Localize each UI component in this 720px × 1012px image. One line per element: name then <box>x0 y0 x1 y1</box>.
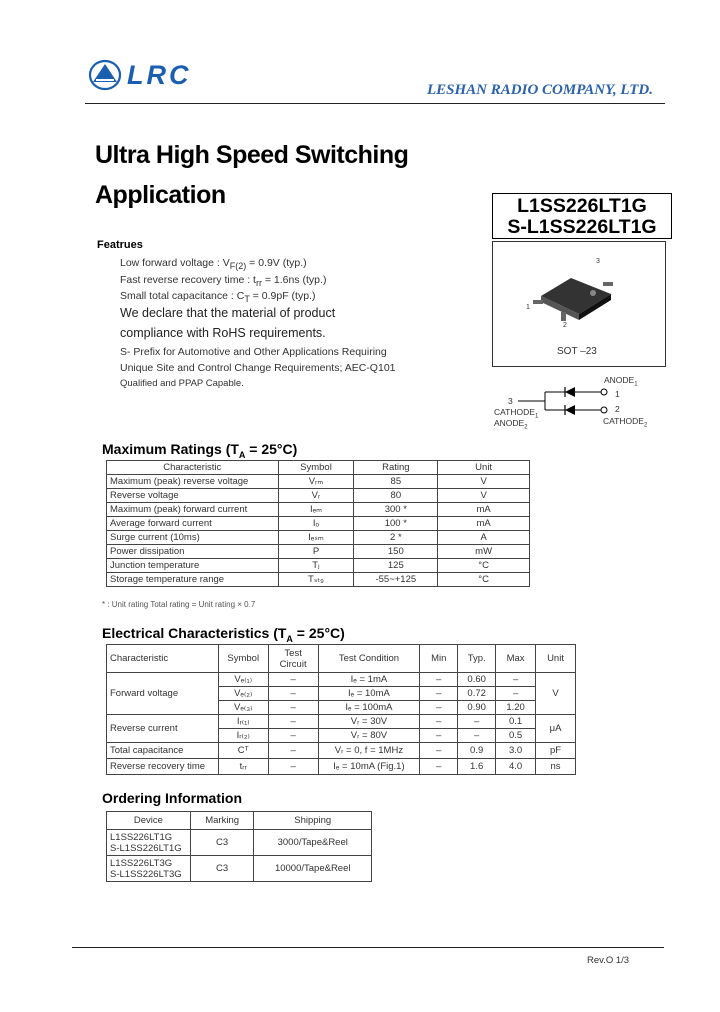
anode2-label: $ANODE_2$ <box>494 418 528 431</box>
table-cell: Iₑ = 1mA <box>318 673 420 687</box>
device-name: S-L1SS226LT3G <box>110 868 182 880</box>
table-cell: mW <box>438 545 530 559</box>
table-row <box>107 503 530 517</box>
table-cell: Reverse recovery time <box>107 759 219 775</box>
part-number-2: S-L1SS226LT1G <box>507 216 657 238</box>
table-cell: 3.0 <box>496 743 536 759</box>
page-title-line2: Application <box>95 181 226 209</box>
table-cell: 3000/Tape&Reel <box>254 830 372 856</box>
table-cell: Maximum (peak) forward current <box>107 503 279 517</box>
col-header: Typ. <box>458 645 496 673</box>
table-cell: Storage temperature range <box>107 573 279 587</box>
table-cell: – <box>420 715 458 729</box>
table-cell: Iᵣ₍₂₎ <box>218 729 268 743</box>
header-rule <box>85 103 665 104</box>
table-cell: Maximum (peak) reverse voltage <box>107 475 279 489</box>
device-name: S-L1SS226LT1G <box>110 842 182 854</box>
table-cell: ns <box>536 759 576 775</box>
table-cell: 300 * <box>354 503 438 517</box>
anode1-label: $ANODE_1$ <box>604 375 638 388</box>
table-cell: 0.72 <box>458 687 496 701</box>
table-cell: 85 <box>354 475 438 489</box>
col-header: Rating <box>354 461 438 475</box>
ordering-table <box>106 811 372 882</box>
table-cell: C3 <box>190 830 254 856</box>
table-cell: 1.6 <box>458 759 496 775</box>
table-cell: – <box>268 715 318 729</box>
max-ratings-footnote: * : Unit rating Total rating = Unit rating × 0.7 <box>102 600 256 609</box>
table-cell: 1.20 <box>496 701 536 715</box>
col-header: Device <box>107 812 191 830</box>
rohs-line-1: We declare that the material of product <box>120 306 336 320</box>
table-cell: 125 <box>354 559 438 573</box>
table-cell: tᵣᵣ <box>218 759 268 775</box>
table-row <box>107 545 530 559</box>
table-row <box>107 531 530 545</box>
table-cell: 150 <box>354 545 438 559</box>
table-cell: – <box>420 743 458 759</box>
table-row <box>107 559 530 573</box>
device-name: L1SS226LT1G <box>110 831 173 843</box>
table-cell: Iₑ = 10mA <box>318 687 420 701</box>
device-cell <box>107 830 191 856</box>
table-cell: – <box>458 715 496 729</box>
table-row <box>107 573 530 587</box>
package-name: SOT –23 <box>557 346 597 357</box>
table-cell: Junction temperature <box>107 559 279 573</box>
table-cell: – <box>268 759 318 775</box>
table-cell: Forward voltage <box>107 673 219 715</box>
table-cell: V <box>536 673 576 715</box>
col-header: Characteristic <box>107 645 219 673</box>
table-cell: 2 * <box>354 531 438 545</box>
rohs-line-2: compliance with RoHS requirements. <box>120 326 326 340</box>
table-cell: V <box>438 489 530 503</box>
part-number-box <box>492 193 672 239</box>
diode-circuit-diagram <box>515 385 615 419</box>
table-cell: mA <box>438 517 530 531</box>
sot23-package-icon <box>523 256 633 336</box>
electrical-table <box>106 644 576 775</box>
table-cell: P <box>278 545 354 559</box>
col-header: Test Circuit <box>268 645 318 673</box>
table-cell: Vᵣ = 0, f = 1MHz <box>318 743 420 759</box>
cathode2-label: $CATHODE_2$ <box>603 416 648 429</box>
table-cell: 4.0 <box>496 759 536 775</box>
table-cell: Vᵣ = 80V <box>318 729 420 743</box>
table-cell: – <box>268 673 318 687</box>
footer-rule <box>72 947 664 948</box>
table-cell: – <box>420 673 458 687</box>
table-cell: 80 <box>354 489 438 503</box>
table-row <box>107 856 372 882</box>
table-cell: Power dissipation <box>107 545 279 559</box>
col-header: Marking <box>190 812 254 830</box>
part-number-1: L1SS226LT1G <box>517 195 647 217</box>
table-row <box>107 517 530 531</box>
table-row <box>107 489 530 503</box>
device-name: L1SS226LT3G <box>110 857 173 869</box>
table-row <box>107 759 576 775</box>
company-name: LESHAN RADIO COMPANY, LTD. <box>427 82 654 98</box>
max-ratings-heading: Maximum Ratings $(T_A = 25^\circ C)$ <box>102 441 298 460</box>
col-header: Unit <box>536 645 576 673</box>
table-cell: Total capacitance <box>107 743 219 759</box>
features-heading: Featrues <box>97 239 143 251</box>
table-cell: Tⱼ <box>278 559 354 573</box>
revision-label: Rev.O 1/3 <box>587 955 630 966</box>
auto-line-2: Unique Site and Control Change Requirements; AEC-Q101 <box>120 362 396 374</box>
circuit-pin-3: 3 <box>508 396 513 406</box>
table-cell: Iₑ = 10mA (Fig.1) <box>318 759 420 775</box>
pin-3-label: 3 <box>596 258 600 265</box>
table-cell: V <box>438 475 530 489</box>
col-header: Shipping <box>254 812 372 830</box>
circuit-pin-2: 2 <box>615 404 620 414</box>
table-cell: 100 * <box>354 517 438 531</box>
col-header: Min <box>420 645 458 673</box>
ordering-heading: Ordering Information <box>102 790 242 806</box>
auto-line-3: Qualified and PPAP Capable. <box>120 378 244 389</box>
table-cell: mA <box>438 503 530 517</box>
feature-item: Fast reverse recovery time : trr = 1.6ns (typ.) <box>120 274 327 289</box>
auto-line-1: S- Prefix for Automotive and Other Applications Requiring <box>120 346 387 358</box>
lrc-logo-icon <box>88 58 122 92</box>
table-cell: – <box>268 687 318 701</box>
col-header: Symbol <box>218 645 268 673</box>
table-cell: μA <box>536 715 576 743</box>
circuit-pin-1: 1 <box>615 389 620 399</box>
col-header: Symbol <box>278 461 354 475</box>
table-cell: Vᵣ = 30V <box>318 715 420 729</box>
table-cell: – <box>268 701 318 715</box>
table-cell: Vₑ₍₁₎ <box>218 673 268 687</box>
logo-text: LRC <box>127 60 192 90</box>
feature-item: Small total capacitance : CT = 0.9pF (typ.) <box>120 290 316 305</box>
feature-item: Low forward voltage : VF(2) = 0.9V (typ.) <box>120 257 307 272</box>
page-title-line1: Ultra High Speed Switching <box>95 141 409 169</box>
table-cell: A <box>438 531 530 545</box>
table-cell: – <box>420 759 458 775</box>
table-cell: °C <box>438 573 530 587</box>
pin-1-label: 1 <box>526 304 530 311</box>
table-cell: Vₑ₍₂₎ <box>218 687 268 701</box>
table-row <box>107 475 530 489</box>
table-cell: – <box>268 729 318 743</box>
table-cell: pF <box>536 743 576 759</box>
table-cell: Surge current (10ms) <box>107 531 279 545</box>
table-cell: -55~+125 <box>354 573 438 587</box>
table-row <box>107 673 576 687</box>
table-cell: Vᵣ <box>278 489 354 503</box>
col-header: Test Condition <box>318 645 420 673</box>
table-row <box>107 715 576 729</box>
electrical-heading: Electrical Characteristics $(T_A = 25^\circ C)$ <box>102 625 345 644</box>
table-cell: Reverse voltage <box>107 489 279 503</box>
table-cell: – <box>420 701 458 715</box>
table-header-row <box>107 812 372 830</box>
table-cell: Vᵣₘ <box>278 475 354 489</box>
table-header-row <box>107 461 530 475</box>
table-cell: 0.90 <box>458 701 496 715</box>
table-cell: Cᵀ <box>218 743 268 759</box>
table-cell: Iₑₛₘ <box>278 531 354 545</box>
table-cell: 0.60 <box>458 673 496 687</box>
table-cell: 0.9 <box>458 743 496 759</box>
col-header: Unit <box>438 461 530 475</box>
max-ratings-table <box>106 460 530 587</box>
table-cell: °C <box>438 559 530 573</box>
table-cell: Tₛₜ₉ <box>278 573 354 587</box>
table-cell: Reverse current <box>107 715 219 743</box>
table-cell: 10000/Tape&Reel <box>254 856 372 882</box>
table-cell: Average forward current <box>107 517 279 531</box>
package-box <box>492 241 666 367</box>
table-cell: – <box>496 687 536 701</box>
table-cell: – <box>268 743 318 759</box>
pin-2-label: 2 <box>563 322 567 329</box>
table-cell: Iₒ <box>278 517 354 531</box>
table-cell: – <box>420 729 458 743</box>
table-cell: – <box>458 729 496 743</box>
device-cell <box>107 856 191 882</box>
table-row <box>107 743 576 759</box>
cathode1-label: $CATHODE_1$ <box>494 407 539 420</box>
table-cell: C3 <box>190 856 254 882</box>
col-header: Characteristic <box>107 461 279 475</box>
table-cell: Vₑ₍₃₎ <box>218 701 268 715</box>
col-header: Max <box>496 645 536 673</box>
table-cell: Iₑ = 100mA <box>318 701 420 715</box>
table-cell: – <box>496 673 536 687</box>
table-cell: Iₑₘ <box>278 503 354 517</box>
table-cell: – <box>420 687 458 701</box>
table-cell: 0.5 <box>496 729 536 743</box>
table-row <box>107 830 372 856</box>
table-cell: Iᵣ₍₁₎ <box>218 715 268 729</box>
table-header-row <box>107 645 576 673</box>
table-cell: 0.1 <box>496 715 536 729</box>
